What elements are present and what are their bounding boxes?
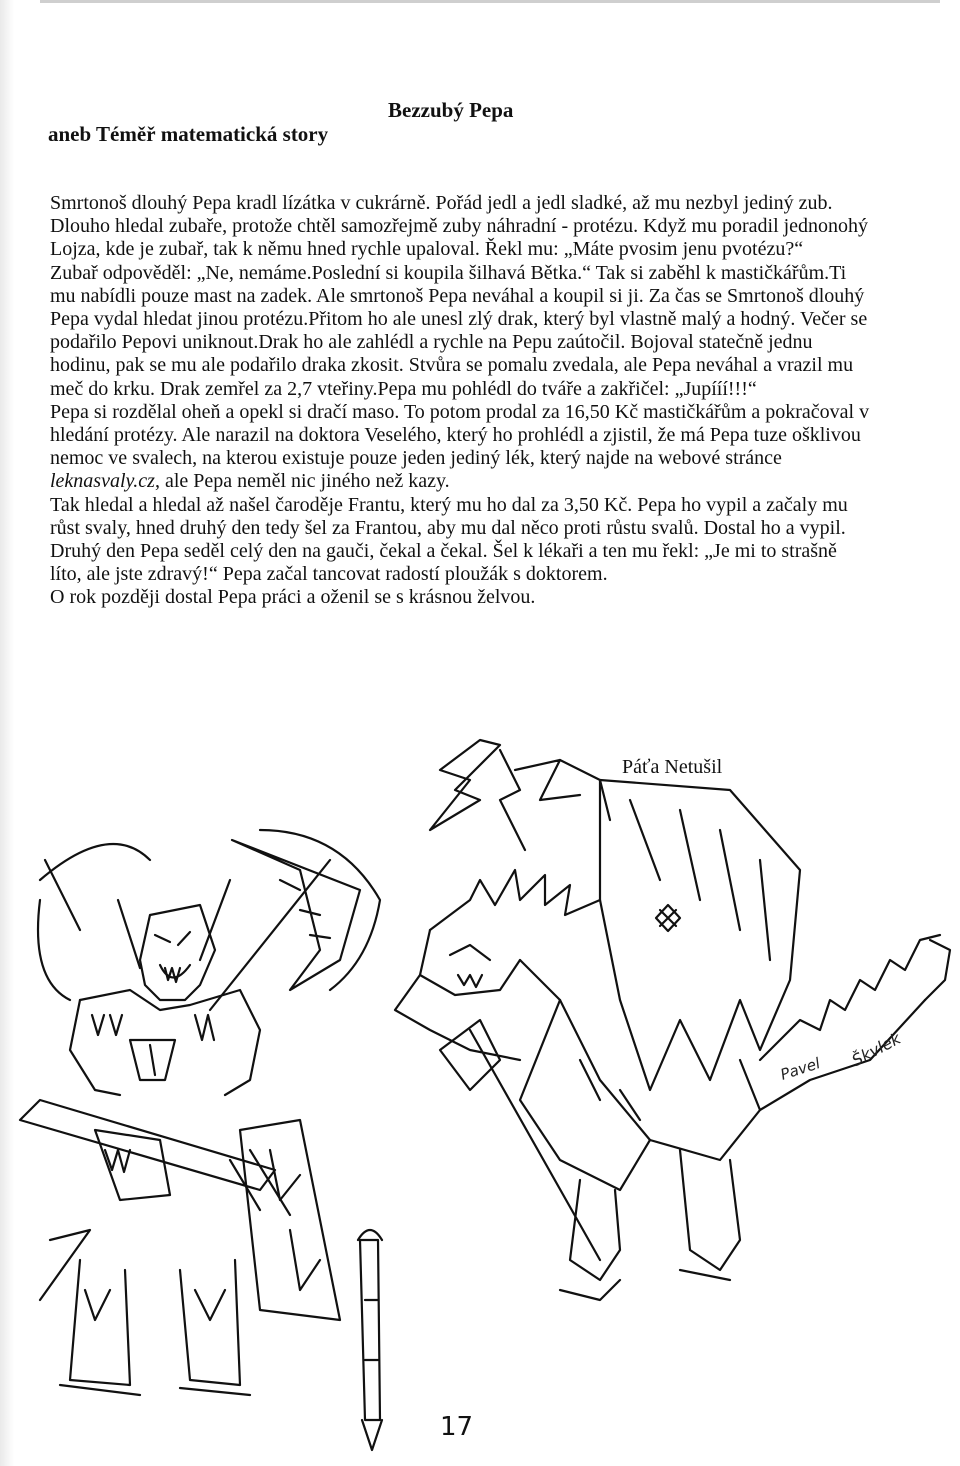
staff-object	[358, 1230, 382, 1450]
page-number: 17	[440, 1412, 474, 1442]
website-reference: leknasvaly.cz	[50, 470, 155, 493]
warrior-figure	[20, 830, 380, 1395]
story-paragraph: Tak hledal a hledal až našel čaroděje Frantu, který mu ho dal za 3,50 Kč. Pepa ho vypil a začaly mu růst svaly, hned druhý den tedy šel za Frantou, aby mu dal něco proti růstu svalů. Dostal ho a vypil.	[50, 493, 848, 539]
artist-signature-first: Pavel	[778, 1054, 823, 1084]
story-paragraph: Smrtonoš dlouhý Pepa kradl lízátka v cukrárně. Pořád jedl a jedl sladké, až mu nezbyl jediný zub. Dlouho hledal zubaře, protože chtěl samozřejmě zuby náhradní - protézu. Když mu poradil jednonohý Lojza, kde je zubař, tak k němu hned rychle upaloval. Řekl mu: „Máte pvosim jenu pvotézu?“	[50, 192, 869, 261]
story-title: Bezzubý Pepa	[388, 98, 514, 122]
story-paragraph: O rok později dostal Pepa práci a oženil se s krásnou želvou.	[50, 586, 536, 609]
dragon-figure	[395, 760, 950, 1300]
page-top-edge	[40, 0, 940, 3]
paragraph-text: Pepa si rozdělal oheň a opekl si dračí maso. To potom prodal za 16,50 Kč mastičkářům a pokračoval v hledání protézy. Ale narazil na doktora Veselého, který ho prohlédl a zjistil, že má Pepa tuze ošklivou nemoc ve svalech, na kterou existuje pouze jeden jediný lék, který najde na webové stránce	[50, 400, 870, 470]
story-body	[50, 192, 870, 610]
lightning-bolts	[430, 740, 580, 850]
hand-drawn-illustration	[0, 700, 960, 1466]
story-paragraph-with-link	[50, 401, 870, 494]
artist-signature-last: Škvlek	[848, 1028, 904, 1071]
author-name: Páťa Netušil	[622, 756, 723, 778]
paragraph-text-tail: , ale Pepa neměl nic jiného než kazy.	[154, 470, 450, 493]
story-subtitle: aneb Téměř matematická story	[48, 122, 329, 146]
story-paragraph: Druhý den Pepa seděl celý den na gauči, čekal a čekal. Šel k lékaři a ten mu řekl: „Je mi to strašně líto, ale jste zdravý!“ Pepa začal tancovat radostí ploužák s doktorem.	[50, 540, 837, 586]
story-paragraph: Zubař odpověděl: „Ne, nemáme.Poslední si koupila šilhavá Bětka.“ Tak si zaběhl k mastičkářům.Ti mu nabídli pouze mast na zadek. Ale smrtonoš Pepa neváhal a koupil si ji. Za čas se Smrtonoš dlouhý Pepa vydal hledat jinou protézu.Přitom ho ale unesl zlý drak, který byl vlastně malý a hodný. Večer se podařilo Pepovi uniknout.Drak ho ale zahlédl a rychle na Pepu zaútočil. Bojoval statečně jednu hodinu, pak se mu ale podařilo draka zkosit. Stvůra se pomalu zvedala, ale Pepa neváhal a vrazil mu meč do krku. Drak zemřel za 2,7 vteřiny.Pepa mu pohlédl do tváře a zakřičel: „Jupííí!!!“	[50, 261, 868, 400]
